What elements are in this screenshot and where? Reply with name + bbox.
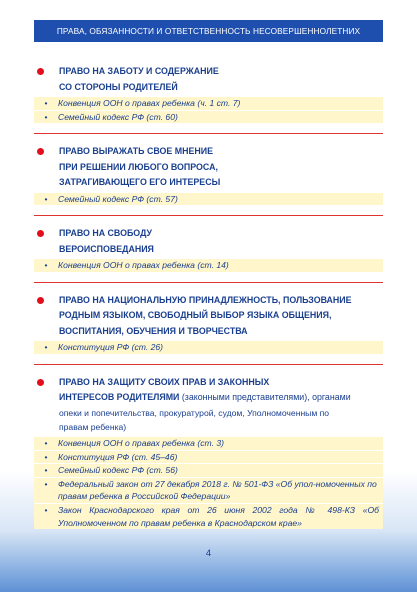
- page-header: [34, 20, 383, 42]
- bullet-icon: [37, 230, 44, 237]
- rights-list: [34, 62, 383, 529]
- page-number: 4: [205, 548, 212, 559]
- bullet-icon: [37, 148, 44, 155]
- section-title: ПРАВО ВЫРАЖАТЬ СВОЕ МНЕНИЕ ПРИ РЕШЕНИИ ЛЮБОГО ВОПРОСА, ЗАТРАГИВАЮЩЕГО ЕГО ИНТЕРЕСЫ: [59, 146, 221, 189]
- section-title: ПРАВО НА НАЦИОНАЛЬНУЮ ПРИНАДЛЕЖНОСТЬ, ПОЛЬЗОВАНИЕ РОДНЫМ ЯЗЫКОМ, СВОБОДНЫЙ ВЫБОР ЯЗЫКА ОБЩЕНИЯ, ВОСПИТАНИЯ, ОБУЧЕНИЯ И ТВОРЧЕСТВА: [59, 294, 352, 337]
- right-section-nationality: [34, 291, 383, 354]
- section-divider: [34, 215, 383, 216]
- bullet-icon: [37, 379, 44, 386]
- section-title: ПРАВО НА СВОБОДУ ВЕРОИСПОВЕДАНИЯ: [59, 228, 154, 255]
- reference-list: [34, 436, 383, 529]
- reference-item: • Семейный кодекс РФ (ст. 56): [34, 463, 383, 477]
- bullet-icon: [37, 297, 44, 304]
- reference-item: • Конституция РФ (ст. 45–46): [34, 450, 383, 464]
- section-divider: [34, 133, 383, 134]
- section-divider: [34, 282, 383, 283]
- right-section-religion: [34, 224, 383, 272]
- section-divider: [34, 364, 383, 365]
- reference-list: [34, 258, 383, 272]
- reference-list: [34, 192, 383, 206]
- section-title: ПРАВО НА ЗАБОТУ И СОДЕРЖАНИЕ СО СТОРОНЫ РОДИТЕЛЕЙ: [59, 66, 219, 93]
- right-section-opinion: [34, 142, 383, 205]
- reference-item: • Семейный кодекс РФ (ст. 60): [34, 110, 383, 124]
- section-title: ПРАВО НА ЗАЩИТУ СВОИХ ПРАВ И ЗАКОННЫХ ИНТЕРЕСОВ РОДИТЕЛЯМИ (законными представителями), органами: [59, 376, 351, 404]
- right-section-care: [34, 62, 383, 123]
- bullet-icon: [37, 68, 44, 75]
- header-title: ПРАВА, ОБЯЗАННОСТИ И ОТВЕТСТВЕННОСТЬ НЕСОВЕРШЕННОЛЕТНИХ: [56, 26, 361, 36]
- section-subtitle: опеки и попечительства, прокуратурой, судом, Уполномоченным по правам ребенка): [59, 407, 330, 433]
- reference-list: [34, 96, 383, 123]
- reference-list: [34, 340, 383, 354]
- reference-item: • Конвенция ООН о правах ребенка (ст. 3): [34, 436, 383, 450]
- reference-item: • Конвенция ООН о правах ребенка (ст. 14): [34, 258, 383, 272]
- reference-item: • Конвенция ООН о правах ребенка (ч. 1 ст. 7): [34, 96, 383, 110]
- reference-item: • Федеральный закон от 27 декабря 2018 г. № 501-ФЗ «Об упол-номоченных по правам ребенка в Российской Федерации»: [34, 477, 383, 503]
- right-section-protection: [34, 373, 383, 529]
- reference-item: • Конституция РФ (ст. 26): [34, 340, 383, 354]
- reference-item: • Семейный кодекс РФ (ст. 57): [34, 192, 383, 206]
- reference-item: • Закон Краснодарского края от 26 июня 2002 года № 498-КЗ «Об Уполномоченном по правам ребенка в Краснодарском крае»: [34, 503, 383, 529]
